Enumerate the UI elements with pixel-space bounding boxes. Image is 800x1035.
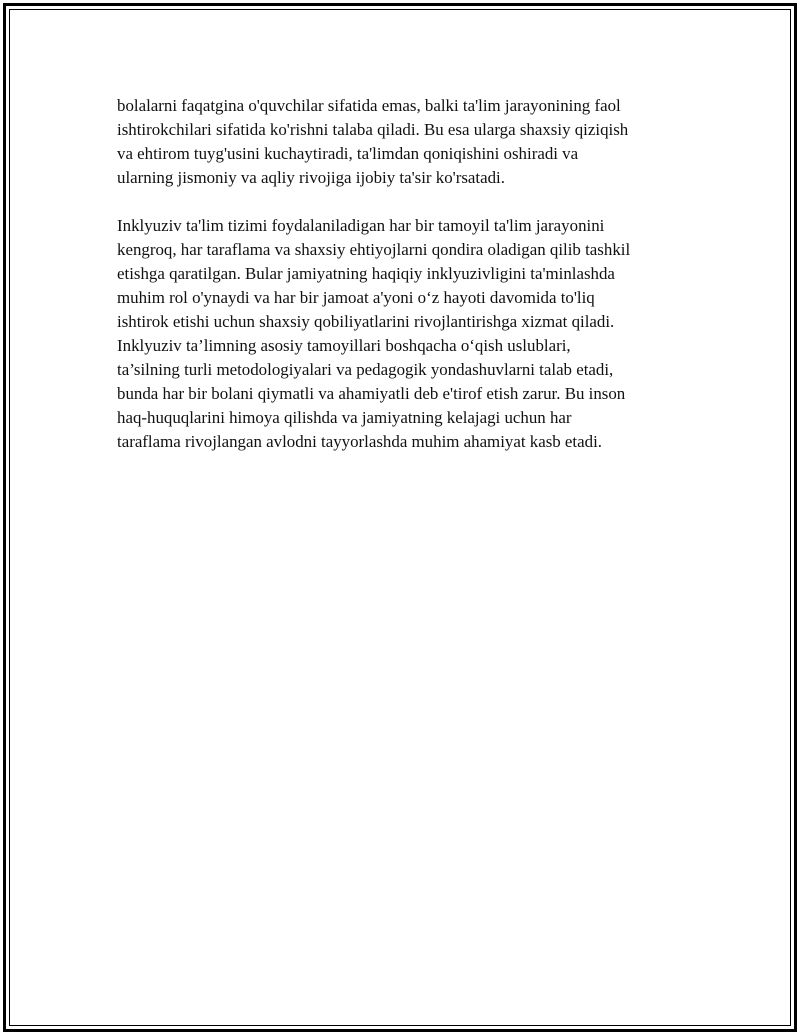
document-body <box>117 94 697 454</box>
paragraph-1 <box>117 94 697 190</box>
text-line: taraflama rivojlangan avlodni tayyorlashda muhim ahamiyat kasb etadi. <box>117 432 602 451</box>
text-line: ishtirokchilari sifatida ko'rishni talaba qiladi. Bu esa ularga shaxsiy qiziqish <box>117 120 629 139</box>
text-line: ularning jismoniy va aqliy rivojiga ijobiy ta'sir ko'rsatadi. <box>117 168 505 187</box>
paragraph-2 <box>117 214 697 454</box>
text-line: kengroq, har taraflama va shaxsiy ehtiyojlarni qondira oladigan qilib tashkil <box>117 240 631 259</box>
text-line: bunda har bir bolani qiymatli va ahamiyatli deb e'tirof etish zarur. Bu inson <box>117 384 626 403</box>
text-line: ishtirok etishi uchun shaxsiy qobiliyatlarini rivojlantirishga xizmat qiladi. <box>117 312 615 331</box>
text-line: etishga qaratilgan. Bular jamiyatning haqiqiy inklyuzivligini ta'minlashda <box>117 264 615 283</box>
text-line: Inklyuziv ta’limning asosiy tamoyillari boshqacha o‘qish uslublari, <box>117 336 571 355</box>
text-line: ta’silning turli metodologiyalari va pedagogik yondashuvlarni talab etadi, <box>117 360 614 379</box>
text-line: muhim rol o'ynaydi va har bir jamoat a'yoni o‘z hayoti davomida to'liq <box>117 288 595 307</box>
text-line: haq-huquqlarini himoya qilishda va jamiyatning kelajagi uchun har <box>117 408 572 427</box>
text-line: Inklyuziv ta'lim tizimi foydalaniladigan har bir tamoyil ta'lim jarayonini <box>117 216 605 235</box>
text-line: bolalarni faqatgina o'quvchilar sifatida emas, balki ta'lim jarayonining faol <box>117 96 621 115</box>
text-line: va ehtirom tuyg'usini kuchaytiradi, ta'limdan qoniqishini oshiradi va <box>117 144 579 163</box>
